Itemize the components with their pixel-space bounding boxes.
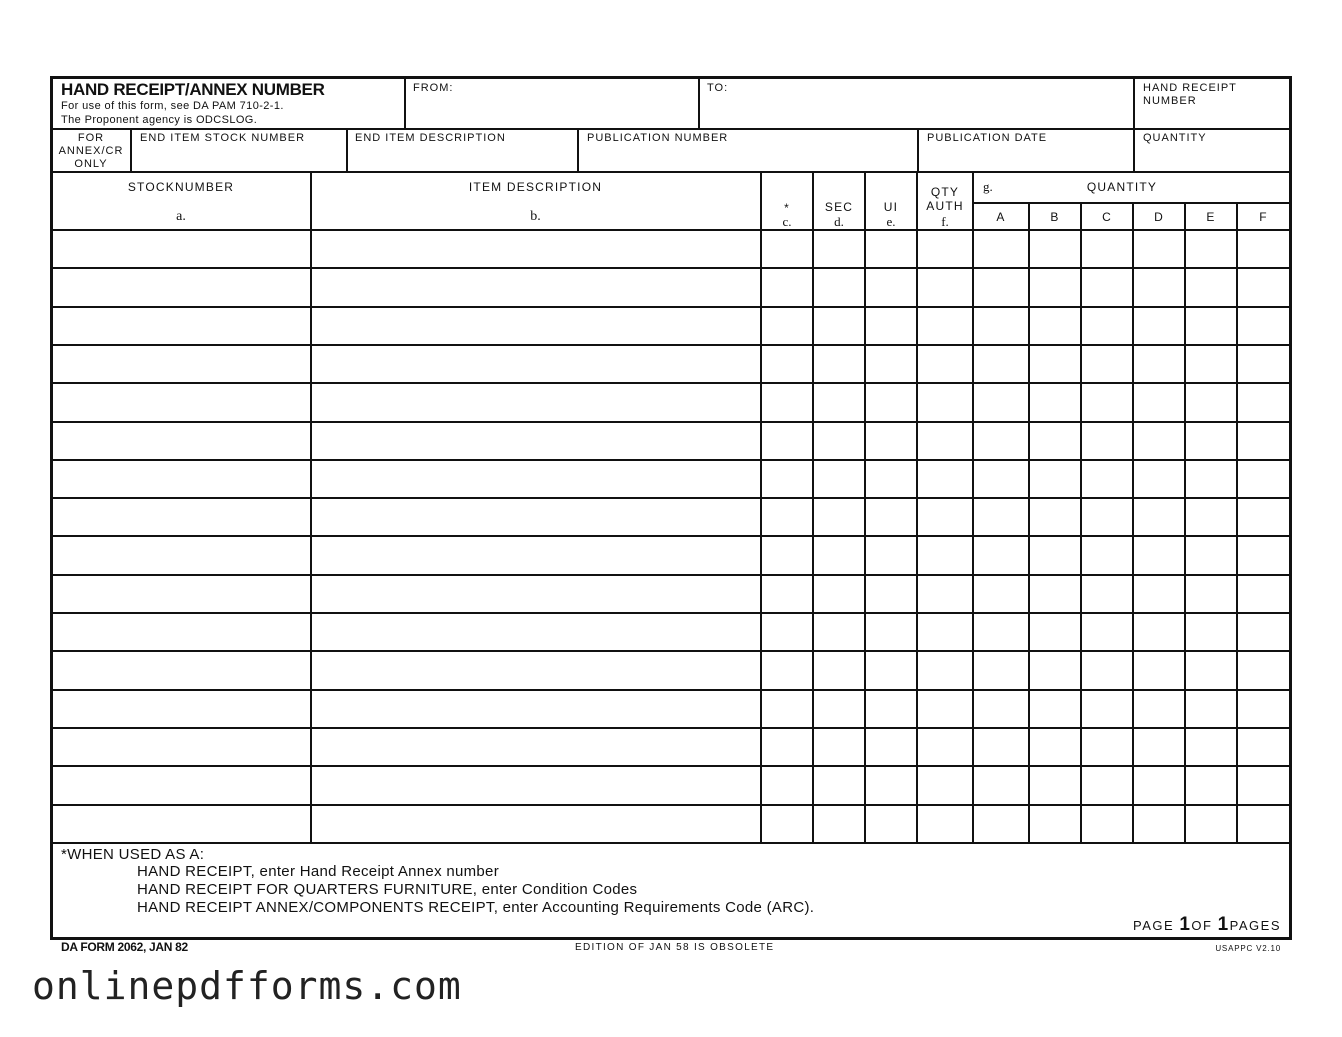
cell-qty-c[interactable] [1083, 807, 1129, 840]
page-count [1133, 914, 1281, 936]
divider [52, 171, 1290, 173]
row-line [52, 267, 1290, 269]
divider [1133, 77, 1135, 129]
cell-qty-d[interactable] [1135, 538, 1181, 571]
col-sub-d: D [1154, 210, 1164, 224]
cell-qty-f[interactable] [1239, 424, 1287, 457]
cell-qty-e[interactable] [1187, 807, 1233, 840]
col-sub-c: C [1102, 210, 1112, 224]
cell-ui[interactable] [867, 347, 913, 380]
pages-label: PAGES [1229, 918, 1281, 933]
cell-qty-d[interactable] [1135, 692, 1181, 725]
cell-star-code[interactable] [763, 692, 809, 725]
cell-item-description[interactable] [313, 385, 757, 418]
cell-ui[interactable] [867, 730, 913, 763]
col-star-header: * [784, 201, 790, 215]
for-annex-line2: ANNEX/CR [58, 145, 124, 157]
cell-qty-b[interactable] [1031, 462, 1077, 495]
cell-qty-b[interactable] [1031, 385, 1077, 418]
row-line [52, 535, 1290, 537]
pub-date-field[interactable] [922, 148, 1130, 170]
cell-qty-d[interactable] [1135, 309, 1181, 342]
cell-qty-e[interactable] [1187, 232, 1233, 265]
cell-qty-auth[interactable] [919, 768, 969, 801]
cell-qty-auth[interactable] [919, 309, 969, 342]
cell-qty-c[interactable] [1083, 232, 1129, 265]
cell-qty-b[interactable] [1031, 653, 1077, 686]
col-star-letter: c. [782, 214, 792, 229]
cell-qty-b[interactable] [1031, 270, 1077, 303]
cell-star-code[interactable] [763, 653, 809, 686]
row-line [52, 765, 1290, 767]
row-line [52, 727, 1290, 729]
cell-qty-b[interactable] [1031, 538, 1077, 571]
cell-qty-auth[interactable] [919, 500, 969, 533]
watermark-text: onlinepdfforms.com [32, 964, 462, 1008]
cell-ui[interactable] [867, 807, 913, 840]
cell-qty-a[interactable] [975, 347, 1025, 380]
cell-item-description[interactable] [313, 807, 757, 840]
cell-qty-c[interactable] [1083, 768, 1129, 801]
cell-stock-number[interactable] [55, 538, 307, 571]
cell-qty-auth[interactable] [919, 232, 969, 265]
cell-qty-e[interactable] [1187, 615, 1233, 648]
cell-qty-d[interactable] [1135, 730, 1181, 763]
cell-qty-d[interactable] [1135, 615, 1181, 648]
cell-qty-a[interactable] [975, 462, 1025, 495]
usappc-version: USAPPC V2.10 [1215, 944, 1281, 953]
cell-qty-c[interactable] [1083, 615, 1129, 648]
row-line [52, 650, 1290, 652]
cell-qty-e[interactable] [1187, 424, 1233, 457]
cell-qty-auth[interactable] [919, 424, 969, 457]
cell-qty-e[interactable] [1187, 653, 1233, 686]
row-line [52, 574, 1290, 576]
cell-qty-b[interactable] [1031, 692, 1077, 725]
cell-stock-number[interactable] [55, 807, 307, 840]
cell-qty-auth[interactable] [919, 730, 969, 763]
row-line [52, 804, 1290, 806]
divider [698, 77, 700, 129]
cell-qty-auth[interactable] [919, 615, 969, 648]
row-line [52, 689, 1290, 691]
col-sec-letter: d. [834, 214, 844, 229]
cell-sec[interactable] [815, 692, 861, 725]
cell-qty-c[interactable] [1083, 385, 1129, 418]
cell-star-code[interactable] [763, 424, 809, 457]
cell-qty-c[interactable] [1083, 538, 1129, 571]
cell-qty-c[interactable] [1083, 424, 1129, 457]
cell-qty-d[interactable] [1135, 232, 1181, 265]
cell-qty-e[interactable] [1187, 692, 1233, 725]
col-ui-letter: e. [886, 214, 896, 229]
end-item-stock-label: END ITEM STOCK NUMBER [140, 132, 306, 144]
cell-qty-a[interactable] [975, 232, 1025, 265]
row-line [52, 344, 1290, 346]
cell-sec[interactable] [815, 538, 861, 571]
cell-stock-number[interactable] [55, 730, 307, 763]
footer-line-1: HAND RECEIPT, enter Hand Receipt Annex number [137, 863, 499, 880]
cell-qty-b[interactable] [1031, 309, 1077, 342]
cell-stock-number[interactable] [55, 270, 307, 303]
cell-star-code[interactable] [763, 730, 809, 763]
footer-line-2: HAND RECEIPT FOR QUARTERS FURNITURE, enter Condition Codes [137, 881, 638, 898]
cell-qty-auth[interactable] [919, 538, 969, 571]
cell-ui[interactable] [867, 768, 913, 801]
cell-qty-a[interactable] [975, 730, 1025, 763]
cell-qty-e[interactable] [1187, 538, 1233, 571]
pub-number-label: PUBLICATION NUMBER [587, 132, 729, 144]
cell-stock-number[interactable] [55, 347, 307, 380]
cell-sec[interactable] [815, 615, 861, 648]
to-field[interactable] [704, 96, 1129, 128]
cell-qty-b[interactable] [1031, 424, 1077, 457]
cell-qty-b[interactable] [1031, 768, 1077, 801]
quantity-label: QUANTITY [1143, 132, 1207, 144]
cell-qty-auth[interactable] [919, 577, 969, 610]
cell-qty-a[interactable] [975, 424, 1025, 457]
cell-qty-b[interactable] [1031, 807, 1077, 840]
end-item-desc-label: END ITEM DESCRIPTION [355, 132, 506, 144]
cell-qty-e[interactable] [1187, 500, 1233, 533]
cell-qty-c[interactable] [1083, 270, 1129, 303]
cell-qty-auth[interactable] [919, 347, 969, 380]
col-stock-number-header: STOCKNUMBER [127, 180, 235, 194]
cell-qty-c[interactable] [1083, 500, 1129, 533]
cell-qty-a[interactable] [975, 270, 1025, 303]
cell-item-description[interactable] [313, 232, 757, 265]
cell-qty-d[interactable] [1135, 347, 1181, 380]
cell-item-description[interactable] [313, 653, 757, 686]
cell-qty-a[interactable] [975, 309, 1025, 342]
cell-sec[interactable] [815, 768, 861, 801]
cell-qty-auth[interactable] [919, 692, 969, 725]
cell-qty-e[interactable] [1187, 462, 1233, 495]
cell-item-description[interactable] [313, 462, 757, 495]
cell-stock-number[interactable] [55, 232, 307, 265]
cell-qty-b[interactable] [1031, 347, 1077, 380]
end-item-desc-field[interactable] [350, 148, 574, 170]
cell-qty-d[interactable] [1135, 807, 1181, 840]
col-sub-e: E [1206, 210, 1216, 224]
cell-qty-a[interactable] [975, 500, 1025, 533]
cell-sec[interactable] [815, 347, 861, 380]
cell-item-description[interactable] [313, 730, 757, 763]
cell-stock-number[interactable] [55, 615, 307, 648]
row-line [52, 382, 1290, 384]
quantity-field[interactable] [1138, 148, 1288, 170]
cell-qty-f[interactable] [1239, 577, 1287, 610]
cell-qty-d[interactable] [1135, 462, 1181, 495]
cell-item-description[interactable] [313, 270, 757, 303]
cell-ui[interactable] [867, 500, 913, 533]
cell-stock-number[interactable] [55, 692, 307, 725]
cell-qty-f[interactable] [1239, 309, 1287, 342]
cell-qty-a[interactable] [975, 807, 1025, 840]
cell-qty-auth[interactable] [919, 385, 969, 418]
cell-qty-d[interactable] [1135, 500, 1181, 533]
proponent-note: The Proponent agency is ODCSLOG. [61, 114, 258, 126]
cell-stock-number[interactable] [55, 309, 307, 342]
cell-item-description[interactable] [313, 615, 757, 648]
cell-qty-f[interactable] [1239, 347, 1287, 380]
cell-qty-c[interactable] [1083, 653, 1129, 686]
cell-ui[interactable] [867, 385, 913, 418]
divider [130, 129, 132, 172]
from-field[interactable] [410, 96, 694, 128]
cell-star-code[interactable] [763, 577, 809, 610]
cell-sec[interactable] [815, 807, 861, 840]
cell-item-description[interactable] [313, 347, 757, 380]
divider [52, 128, 1290, 130]
cell-qty-d[interactable] [1135, 768, 1181, 801]
cell-qty-f[interactable] [1239, 232, 1287, 265]
cell-ui[interactable] [867, 692, 913, 725]
footer-line-3: HAND RECEIPT ANNEX/COMPONENTS RECEIPT, enter Accounting Requirements Code (ARC). [137, 899, 815, 916]
cell-star-code[interactable] [763, 538, 809, 571]
cell-qty-e[interactable] [1187, 309, 1233, 342]
divider [404, 77, 406, 129]
cell-ui[interactable] [867, 615, 913, 648]
row-line [52, 306, 1290, 308]
cell-sec[interactable] [815, 232, 861, 265]
col-quantity-header: QUANTITY [1086, 180, 1158, 194]
divider [346, 129, 348, 172]
cell-stock-number[interactable] [55, 768, 307, 801]
cell-star-code[interactable] [763, 347, 809, 380]
qty-auth-line2: AUTH [926, 199, 964, 213]
cell-qty-d[interactable] [1135, 577, 1181, 610]
cell-qty-f[interactable] [1239, 692, 1287, 725]
cell-star-code[interactable] [763, 768, 809, 801]
cell-star-code[interactable] [763, 385, 809, 418]
cell-item-description[interactable] [313, 768, 757, 801]
for-annex-label [52, 132, 130, 171]
divider [577, 129, 579, 172]
cell-sec[interactable] [815, 270, 861, 303]
when-used-note: *WHEN USED AS A: [61, 846, 205, 863]
cell-stock-number[interactable] [55, 577, 307, 610]
divider [1133, 129, 1135, 172]
cell-star-code[interactable] [763, 500, 809, 533]
for-annex-line1: FOR [77, 132, 105, 144]
cell-sec[interactable] [815, 500, 861, 533]
col-sub-a: A [996, 210, 1006, 224]
cell-item-description[interactable] [313, 500, 757, 533]
cell-qty-e[interactable] [1187, 768, 1233, 801]
pub-number-field[interactable] [582, 148, 914, 170]
col-item-desc-header: ITEM DESCRIPTION [468, 180, 603, 194]
cell-qty-c[interactable] [1083, 730, 1129, 763]
cell-star-code[interactable] [763, 807, 809, 840]
cell-qty-auth[interactable] [919, 462, 969, 495]
cell-sec[interactable] [815, 653, 861, 686]
cell-qty-auth[interactable] [919, 807, 969, 840]
cell-item-description[interactable] [313, 538, 757, 571]
cell-qty-b[interactable] [1031, 615, 1077, 648]
cell-sec[interactable] [815, 309, 861, 342]
cell-star-code[interactable] [763, 462, 809, 495]
cell-qty-e[interactable] [1187, 385, 1233, 418]
edition-note: EDITION OF JAN 58 IS OBSOLETE [575, 942, 775, 953]
cell-qty-e[interactable] [1187, 577, 1233, 610]
cell-item-description[interactable] [313, 309, 757, 342]
cell-qty-c[interactable] [1083, 347, 1129, 380]
cell-star-code[interactable] [763, 270, 809, 303]
pub-date-label: PUBLICATION DATE [927, 132, 1048, 144]
to-label: TO: [707, 82, 729, 94]
cell-sec[interactable] [815, 462, 861, 495]
cell-qty-b[interactable] [1031, 577, 1077, 610]
cell-qty-f[interactable] [1239, 500, 1287, 533]
form-id: DA FORM 2062, JAN 82 [61, 940, 188, 954]
cell-qty-a[interactable] [975, 653, 1025, 686]
row-line [52, 497, 1290, 499]
row-line [52, 842, 1290, 844]
cell-stock-number[interactable] [55, 424, 307, 457]
cell-qty-e[interactable] [1187, 270, 1233, 303]
cell-qty-d[interactable] [1135, 424, 1181, 457]
hr-number-field[interactable] [1200, 96, 1286, 128]
row-line [52, 229, 1290, 231]
col-item-letter: b. [530, 209, 541, 224]
cell-qty-f[interactable] [1239, 653, 1287, 686]
cell-sec[interactable] [815, 730, 861, 763]
col-sec-header: SEC [824, 200, 854, 214]
cell-ui[interactable] [867, 232, 913, 265]
cell-qty-a[interactable] [975, 538, 1025, 571]
use-note: For use of this form, see DA PAM 710-2-1. [61, 100, 284, 112]
hr-number-label-line2: NUMBER [1143, 95, 1197, 107]
cell-qty-b[interactable] [1031, 232, 1077, 265]
cell-star-code[interactable] [763, 232, 809, 265]
page-label: PAGE [1133, 918, 1175, 933]
item-table [52, 230, 1290, 844]
hr-number-label-line1: HAND RECEIPT [1143, 82, 1237, 94]
cell-qty-f[interactable] [1239, 385, 1287, 418]
cell-qty-f[interactable] [1239, 615, 1287, 648]
total-pages[interactable]: 1 [1217, 914, 1230, 935]
col-qty-auth-header [917, 185, 973, 213]
cell-qty-auth[interactable] [919, 653, 969, 686]
cell-item-description[interactable] [313, 692, 757, 725]
cell-stock-number[interactable] [55, 462, 307, 495]
cell-qty-d[interactable] [1135, 385, 1181, 418]
for-annex-line3: ONLY [74, 158, 108, 170]
col-stock-letter: a. [176, 209, 186, 224]
cell-qty-d[interactable] [1135, 270, 1181, 303]
cell-stock-number[interactable] [55, 500, 307, 533]
cell-ui[interactable] [867, 424, 913, 457]
cell-qty-d[interactable] [1135, 653, 1181, 686]
col-sub-b: B [1050, 210, 1060, 224]
cell-qty-auth[interactable] [919, 270, 969, 303]
col-sub-f: F [1259, 210, 1268, 224]
cell-qty-f[interactable] [1239, 538, 1287, 571]
cell-sec[interactable] [815, 577, 861, 610]
of-label: OF [1191, 918, 1213, 933]
cell-qty-a[interactable] [975, 768, 1025, 801]
cell-ui[interactable] [867, 538, 913, 571]
cell-item-description[interactable] [313, 577, 757, 610]
cell-star-code[interactable] [763, 309, 809, 342]
cell-stock-number[interactable] [55, 653, 307, 686]
cell-qty-e[interactable] [1187, 347, 1233, 380]
cell-qty-c[interactable] [1083, 462, 1129, 495]
cell-sec[interactable] [815, 424, 861, 457]
row-line [52, 612, 1290, 614]
cell-qty-e[interactable] [1187, 730, 1233, 763]
row-line [52, 421, 1290, 423]
cell-qty-f[interactable] [1239, 730, 1287, 763]
qty-auth-line1: QTY [930, 185, 960, 199]
cell-qty-c[interactable] [1083, 309, 1129, 342]
cell-qty-f[interactable] [1239, 768, 1287, 801]
col-ui-header: UI [883, 200, 899, 214]
cell-qty-b[interactable] [1031, 500, 1077, 533]
row-line [52, 459, 1290, 461]
end-item-stock-field[interactable] [134, 148, 344, 170]
cell-sec[interactable] [815, 385, 861, 418]
cell-qty-b[interactable] [1031, 730, 1077, 763]
cell-ui[interactable] [867, 309, 913, 342]
cell-qty-f[interactable] [1239, 462, 1287, 495]
cell-qty-c[interactable] [1083, 692, 1129, 725]
cell-qty-a[interactable] [975, 577, 1025, 610]
cell-stock-number[interactable] [55, 385, 307, 418]
cell-qty-f[interactable] [1239, 270, 1287, 303]
cell-qty-c[interactable] [1083, 577, 1129, 610]
cell-ui[interactable] [867, 270, 913, 303]
cell-qty-a[interactable] [975, 385, 1025, 418]
cell-qty-a[interactable] [975, 615, 1025, 648]
page-number[interactable]: 1 [1179, 914, 1192, 935]
col-g-letter: g. [983, 179, 993, 194]
cell-star-code[interactable] [763, 615, 809, 648]
divider [917, 129, 919, 172]
from-label: FROM: [413, 82, 454, 94]
cell-qty-f[interactable] [1239, 807, 1287, 840]
cell-ui[interactable] [867, 462, 913, 495]
cell-item-description[interactable] [313, 424, 757, 457]
cell-ui[interactable] [867, 577, 913, 610]
cell-qty-a[interactable] [975, 692, 1025, 725]
form-title: HAND RECEIPT/ANNEX NUMBER [61, 80, 325, 99]
col-qty-auth-letter: f. [941, 214, 949, 229]
cell-ui[interactable] [867, 653, 913, 686]
